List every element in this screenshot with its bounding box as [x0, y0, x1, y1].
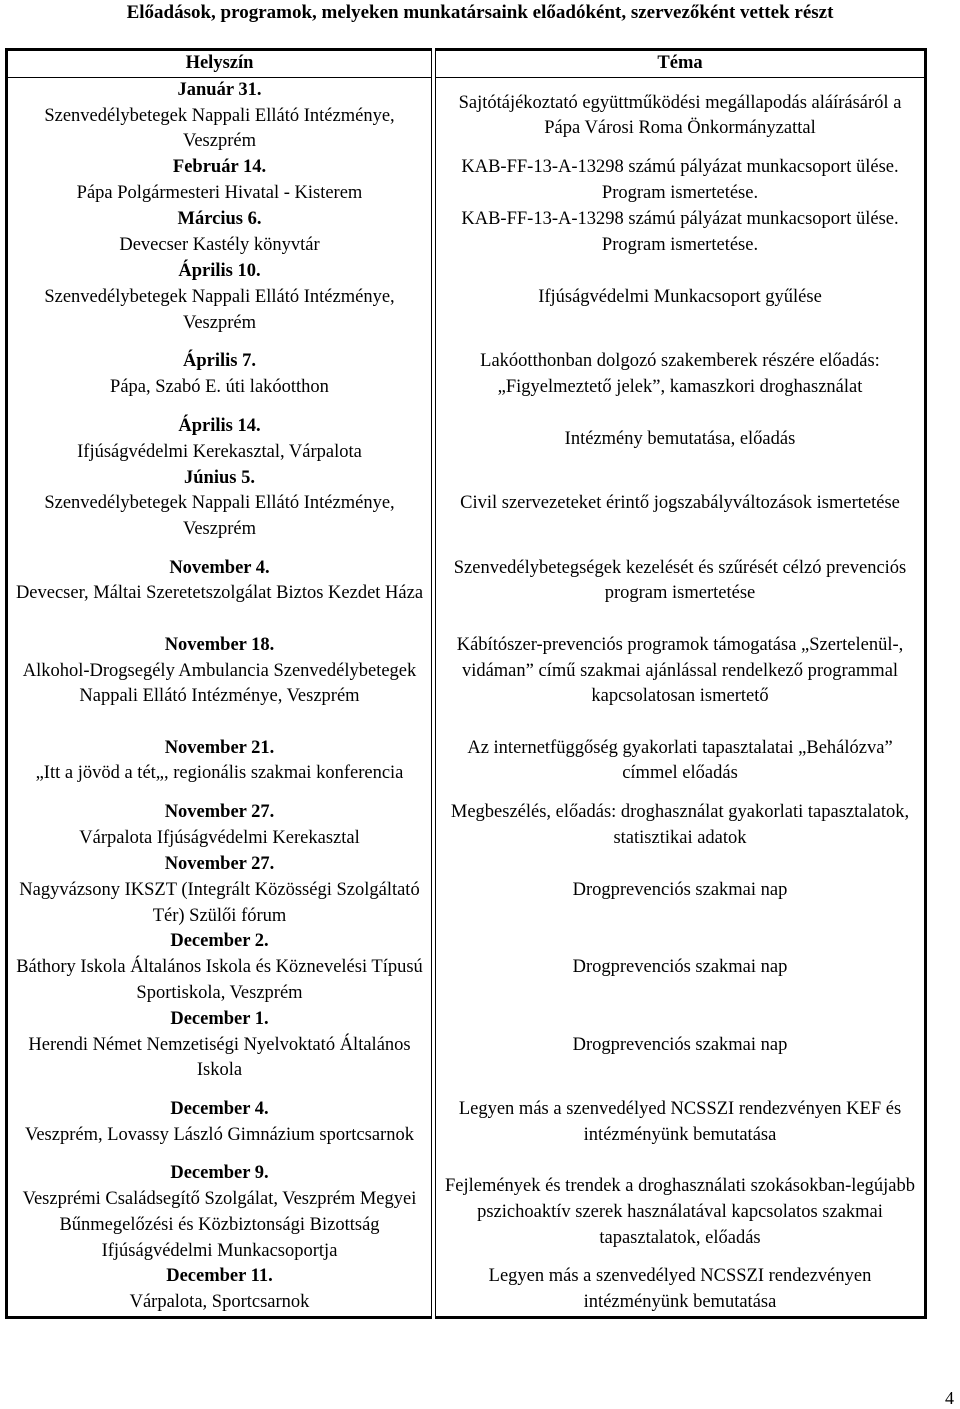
topic-cell	[436, 1264, 926, 1317]
table-header-row	[7, 50, 926, 78]
topic-cell	[436, 723, 926, 800]
location-cell	[7, 259, 432, 336]
location-cell	[7, 723, 432, 800]
event-location: Báthory Iskola Általános Iskola és Köznevelési Típusú Sportiskola, Veszprém	[16, 957, 423, 1003]
page-number: 4	[945, 1388, 954, 1408]
event-location: Pápa Polgármesteri Hivatal - Kisterem	[76, 183, 363, 204]
event-topic: Sajtótájékoztató együttműködési megállapodás aláírásáról a Pápa Városi Roma Önkormányzattal	[458, 92, 902, 139]
location-cell	[7, 1007, 432, 1084]
table-row	[7, 337, 926, 414]
event-date: Április 7.	[183, 351, 256, 372]
topic-cell	[436, 466, 926, 543]
location-cell	[7, 800, 432, 852]
event-date: Március 6.	[177, 209, 262, 230]
event-topic: Kábítószer-prevenciós programok támogatása „Szertelenül-, vidáman” című szakmai ajánlással rendelkező programmal kapcsolatosan ismertető	[456, 634, 904, 707]
event-date: November 27.	[164, 802, 275, 823]
event-date: November 27.	[164, 853, 275, 874]
table-row	[7, 1161, 926, 1264]
topic-cell	[436, 620, 926, 723]
topic-cell	[436, 207, 926, 259]
table-row	[7, 543, 926, 620]
event-location: Devecser Kastély könyvtár	[119, 235, 320, 256]
event-location: „Itt a jövöd a tét„, regionális szakmai konferencia	[35, 763, 404, 784]
event-topic: KAB-FF-13-A-13298 számú pályázat munkacsoport ülése. Program ismertetése.	[461, 157, 899, 204]
header-location: Helyszín	[7, 50, 432, 78]
event-topic: Legyen más a szenvedélyed NCSSZI rendezvényen KEF és intézményünk bemutatása	[458, 1098, 902, 1145]
topic-cell	[436, 259, 926, 336]
event-topic: Drogprevenciós szakmai nap	[572, 957, 788, 978]
event-topic: Legyen más a szenvedélyed NCSSZI rendezvényen intézményünk bemutatása	[488, 1266, 872, 1313]
event-location: Veszprém, Lovassy László Gimnázium sportcsarnok	[25, 1124, 414, 1145]
event-topic: Drogprevenciós szakmai nap	[572, 1034, 788, 1055]
event-topic: Drogprevenciós szakmai nap	[572, 879, 788, 900]
location-cell	[7, 1264, 432, 1317]
event-topic: Ifjúságvédelmi Munkacsoport gyűlése	[538, 286, 822, 307]
event-date: December 4.	[170, 1098, 269, 1119]
event-location: Nagyvázsony IKSZT (Integrált Közösségi Szolgáltató Tér) Szülői fórum	[19, 879, 420, 926]
location-cell	[7, 929, 432, 1006]
location-cell	[7, 207, 432, 259]
topic-cell	[436, 414, 926, 466]
location-cell	[7, 852, 432, 929]
event-topic: Szenvedélybetegségek kezelését és szűrését célzó prevenciós program ismertetése	[453, 557, 907, 604]
event-date: Január 31.	[177, 79, 262, 100]
event-date: Április 10.	[178, 261, 261, 282]
event-date: December 11.	[166, 1266, 273, 1287]
table-row	[7, 207, 926, 259]
event-date: November 18.	[164, 634, 275, 655]
event-topic: Megbeszélés, előadás: droghasználat gyakorlati tapasztalatok, statisztikai adatok	[450, 802, 910, 848]
table-row	[7, 1264, 926, 1317]
event-date: November 4.	[169, 557, 270, 578]
event-date: December 9.	[170, 1163, 269, 1184]
topic-cell	[436, 155, 926, 207]
table-row	[7, 800, 926, 852]
location-cell	[7, 155, 432, 207]
event-topic: Intézmény bemutatása, előadás	[564, 428, 796, 449]
event-topic: Fejlemények és trendek a droghasználati szokásokban-legújabb pszichoaktív szerek használatával kapcsolatos szakmai tapasztalatok, előadás	[444, 1176, 916, 1248]
location-cell	[7, 77, 432, 155]
event-location: Szenvedélybetegek Nappali Ellátó Intézménye, Veszprém	[44, 493, 395, 540]
location-cell	[7, 337, 432, 414]
event-date: December 1.	[170, 1008, 269, 1029]
event-topic: Lakóotthonban dolgozó szakemberek részére előadás: „Figyelmeztető jelek”, kamaszkori droghasználat	[480, 351, 880, 398]
location-cell	[7, 543, 432, 620]
event-topic: Civil szervezeteket érintő jogszabályváltozások ismertetése	[460, 493, 900, 514]
topic-cell	[436, 1161, 926, 1264]
location-cell	[7, 1161, 432, 1264]
event-location: Pápa, Szabó E. úti lakóotthon	[110, 377, 329, 398]
table-row	[7, 929, 926, 1006]
location-cell	[7, 620, 432, 723]
table-row	[7, 466, 926, 543]
table-row	[7, 1007, 926, 1084]
event-location: Devecser, Máltai Szeretetszolgálat Biztos Kezdet Háza	[15, 583, 424, 604]
event-date: Április 14.	[178, 415, 261, 436]
event-date: December 2.	[170, 931, 269, 952]
topic-cell	[436, 543, 926, 620]
event-location: Herendi Német Nemzetiségi Nyelvoktató Általános Iskola	[28, 1034, 411, 1081]
event-location: Szenvedélybetegek Nappali Ellátó Intézménye, Veszprém	[44, 286, 395, 333]
event-location: Alkohol-Drogsegély Ambulancia Szenvedélybetegek Nappali Ellátó Intézménye, Veszprém	[22, 660, 417, 707]
event-date: November 21.	[164, 737, 275, 758]
table-row	[7, 1084, 926, 1161]
topic-cell	[436, 929, 926, 1006]
topic-cell	[436, 1007, 926, 1084]
table-row	[7, 77, 926, 155]
page-heading: Előadások, programok, melyeken munkatársaink előadóként, szervezőként vettek részt	[126, 2, 834, 23]
event-date: Június 5.	[184, 467, 255, 488]
event-location: Veszprémi Családsegítő Szolgálat, Veszprém Megyei Bűnmegelőzési és Közbiztonsági Bizottság Ifjúságvédelmi Munkacsoportja	[22, 1188, 417, 1261]
table-row	[7, 259, 926, 336]
event-topic: KAB-FF-13-A-13298 számú pályázat munkacsoport ülése. Program ismertetése.	[461, 209, 899, 256]
topic-cell	[436, 1084, 926, 1161]
topic-cell	[436, 337, 926, 414]
location-cell	[7, 466, 432, 543]
topic-cell	[436, 800, 926, 852]
topic-cell	[436, 852, 926, 929]
topic-cell	[436, 77, 926, 155]
event-location: Várpalota Ifjúságvédelmi Kerekasztal	[79, 827, 360, 848]
header-topic: Téma	[436, 50, 926, 78]
table-row	[7, 414, 926, 466]
table-row	[7, 620, 926, 723]
event-location: Szenvedélybetegek Nappali Ellátó Intézménye, Veszprém	[44, 105, 395, 152]
location-cell	[7, 1084, 432, 1161]
table-row	[7, 155, 926, 207]
table-row	[7, 852, 926, 929]
event-location: Várpalota, Sportcsarnok	[129, 1292, 310, 1313]
event-date: Február 14.	[172, 157, 267, 178]
event-topic: Az internetfüggőség gyakorlati tapasztalatai „Behálózva” címmel előadás	[467, 737, 893, 784]
table-row	[7, 723, 926, 800]
events-table	[5, 48, 927, 1319]
event-location: Ifjúságvédelmi Kerekasztal, Várpalota	[77, 441, 362, 462]
location-cell	[7, 414, 432, 466]
